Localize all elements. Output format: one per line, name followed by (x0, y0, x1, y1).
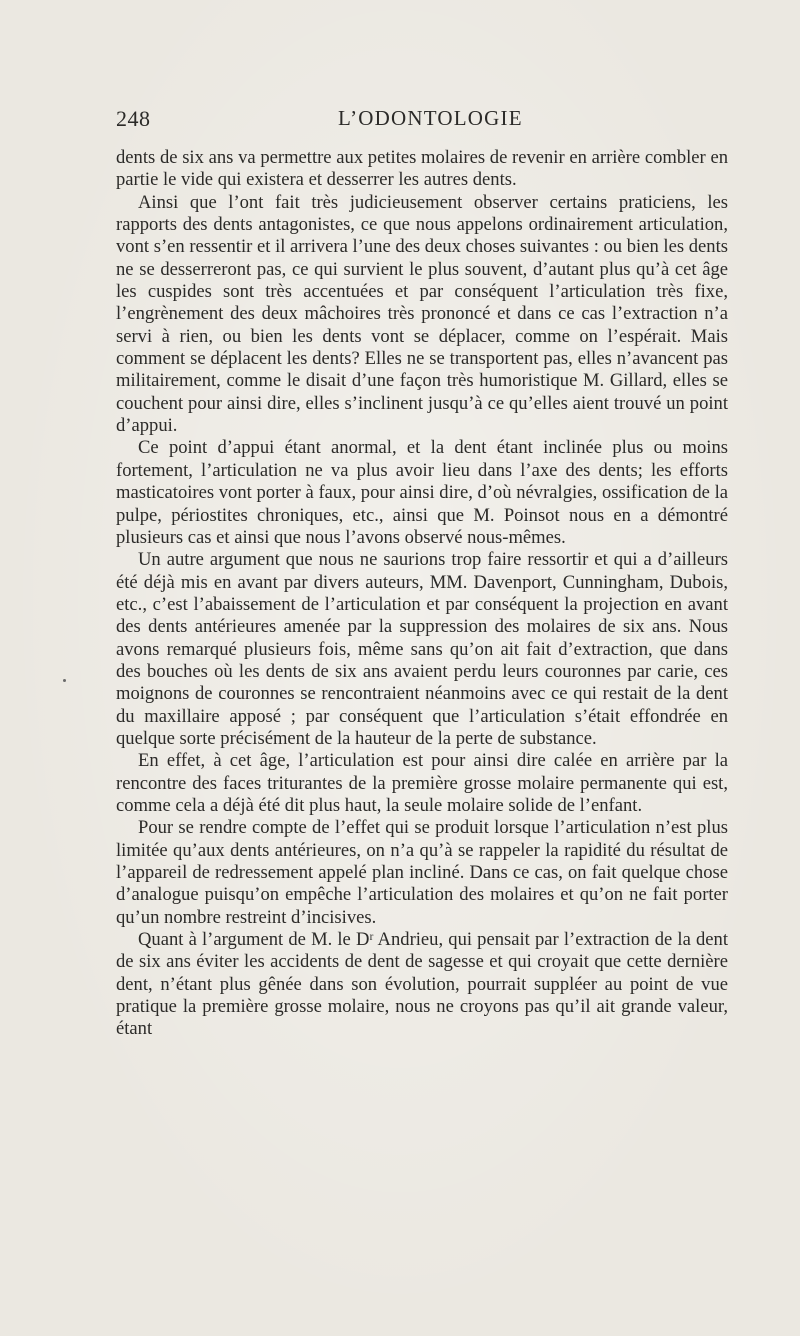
running-title: L’ODONTOLOGIE (338, 106, 523, 130)
paragraph-2: Ainsi que l’ont fait très judicieusement observer certains praticiens, les rapports des dents antagonistes, ce que nous appelons ordinairement articulation, vont s’en ressentir et il arrivera l’une des deux choses suivantes : ou bien les dents ne se desserreront pas, ce qui survient le plus souvent, d’autant plus qu’à cet âge les cuspides sont très accentuées et par conséquent l’articulation très fixe, l’engrènement des deux mâchoires très prononcé et dans ce cas l’extraction n’a servi à rien, ou bien les dents vont se déplacer, comme on l’espérait. Mais comment se déplacent les dents? Elles ne se transportent pas, elles n’avancent pas militairement, comme le disait d’une façon très humoristique M. Gillard, elles se couchent pour ainsi dire, elles s’inclinent jusqu’à ce qu’elles aient trouvé un point d’appui. (116, 191, 728, 437)
page-number: 248 (116, 106, 151, 131)
paragraph-1: dents de six ans va permettre aux petites molaires de revenir en arrière combler en partie le vide qui existera et desserrer les autres dents. (116, 147, 728, 191)
paragraph-5: En effet, à cet âge, l’articulation est pour ainsi dire calée en arrière par la rencontre des faces triturantes de la première grosse molaire permanente qui est, comme cela a déjà été dit plus haut, la seule molaire solide de l’enfant. (116, 750, 728, 816)
paragraph-6: Pour se rendre compte de l’effet qui se produit lorsque l’articulation n’est plus limitée qu’aux dents antérieures, on n’a qu’à se rappeler la rapidité du résultat de l’appareil de redressement appelé plan incliné. Dans ce cas, on fait quelque chose d’analogue puisqu’on empêche l’articulation des molaires et qu’on ne fait porter qu’un nombre restreint d’incisives. (116, 817, 728, 928)
body-text (116, 147, 728, 1041)
paragraph-4: Un autre argument que nous ne saurions trop faire ressortir et qui a d’ailleurs été déjà mis en avant par divers auteurs, MM. Davenport, Cunningham, Dubois, etc., c’est l’abaissement de l’articulation et par conséquent la projection en avant des dents antérieures amenée par la suppression des molaires de six ans. Nous avons remarqué plusieurs fois, même sans qu’on ait fait d’extraction, que dans des bouches où les dents de six ans avaient perdu leurs couronnes par carie, ces moignons de couronnes se rencontraient néanmoins avec ce qui restait de la dent du maxillaire apposé ; par conséquent que l’articulation s’était effondrée en quelque sorte précisément de la hauteur de la perte de substance. (116, 549, 728, 749)
paragraph-7: Quant à l’argument de M. le Dʳ Andrieu, qui pensait par l’extraction de la dent de six ans éviter les accidents de dent de sagesse et qui croyait que cette dernière dent, n’étant plus gênée dans son évolution, pourrait suppléer au point de vue pratique la première grosse molaire, nous ne croyons pas qu’il ait grande valeur, étant (116, 929, 728, 1040)
page-header (116, 106, 726, 136)
print-speck (63, 679, 66, 682)
paragraph-3: Ce point d’appui étant anormal, et la dent étant inclinée plus ou moins fortement, l’articulation ne va plus avoir lieu dans l’axe des dents; les efforts masticatoires vont porter à faux, pour ainsi dire, d’où névralgies, ossification de la pulpe, périostites chroniques, etc., ainsi que M. Poinsot nous en a démontré plusieurs cas et ainsi que nous l’avons observé nous-mêmes. (116, 437, 728, 548)
